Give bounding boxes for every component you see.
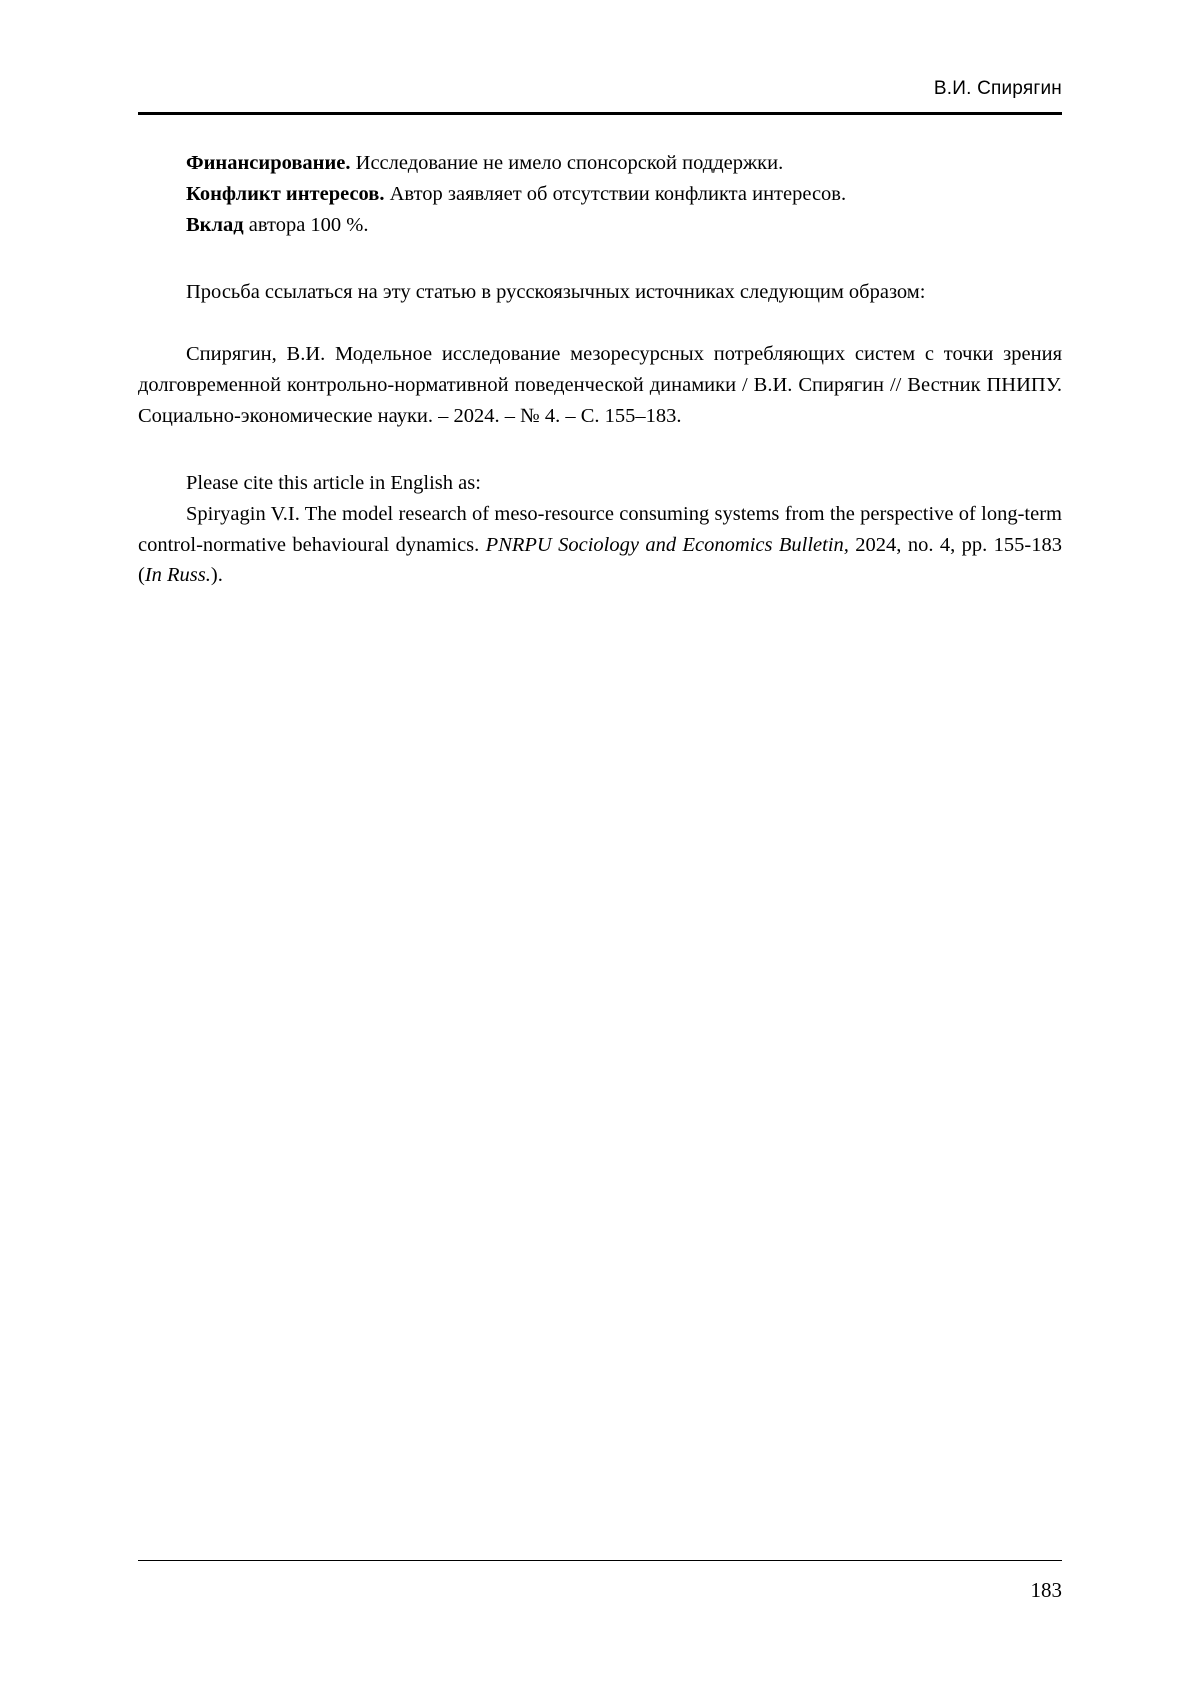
citation-en-part2: 2024, no. 4, pp. 155-183 ( [138, 533, 1063, 587]
citation-en-intro: Please cite this article in English as: [186, 472, 481, 495]
spacer-3 [138, 432, 1062, 468]
citation-en-reference [138, 499, 1062, 591]
conflict-text: Автор заявляет об отсутствии конфликта интересов. [384, 183, 847, 206]
funding-text: Исследование не имело спонсорской поддержки. [350, 152, 784, 174]
citation-ru-reference: Спирягин, В.И. Модельное исследование мезоресурсных потребляющих систем с точки зрения долговременной контрольно-нормативной поведенческой динамики / В.И. Спирягин // Вестник ПНИПУ. Социально-экономические науки. – 2024. – № 4. – С. 155–183. [138, 342, 1062, 427]
notes-block [138, 148, 1062, 241]
contribution-label: Вклад [186, 214, 244, 237]
footer-rule [138, 1560, 1062, 1561]
citation-en-part3: ). [210, 564, 223, 587]
header-rule [138, 112, 1062, 115]
spacer-1 [138, 241, 1062, 277]
contribution-note [138, 210, 1062, 241]
citation-ru-intro: Просьба ссылаться на эту статью в русскоязычных источниках следующим образом: [186, 281, 926, 304]
page-content [138, 148, 1062, 591]
citation-en-part1: Spiryagin V.I. The model research of meso-resource consuming systems from the perspective of long-term control-normative behavioural dynamics. [138, 502, 1062, 556]
conflict-label: Конфликт интересов. [186, 183, 385, 206]
funding-note [138, 148, 1062, 179]
running-head: В.И. Спирягин [933, 78, 1062, 99]
page-number: 183 [1030, 1578, 1062, 1602]
spacer-2 [138, 309, 1062, 339]
funding-label: Финансирование. [186, 152, 351, 174]
citation-en-journal: PNRPU Sociology and Economics Bulletin, [485, 533, 849, 556]
contribution-text: автора 100 %. [243, 214, 369, 237]
citation-en-inruss: In Russ. [144, 564, 211, 587]
conflict-note [138, 179, 1062, 210]
